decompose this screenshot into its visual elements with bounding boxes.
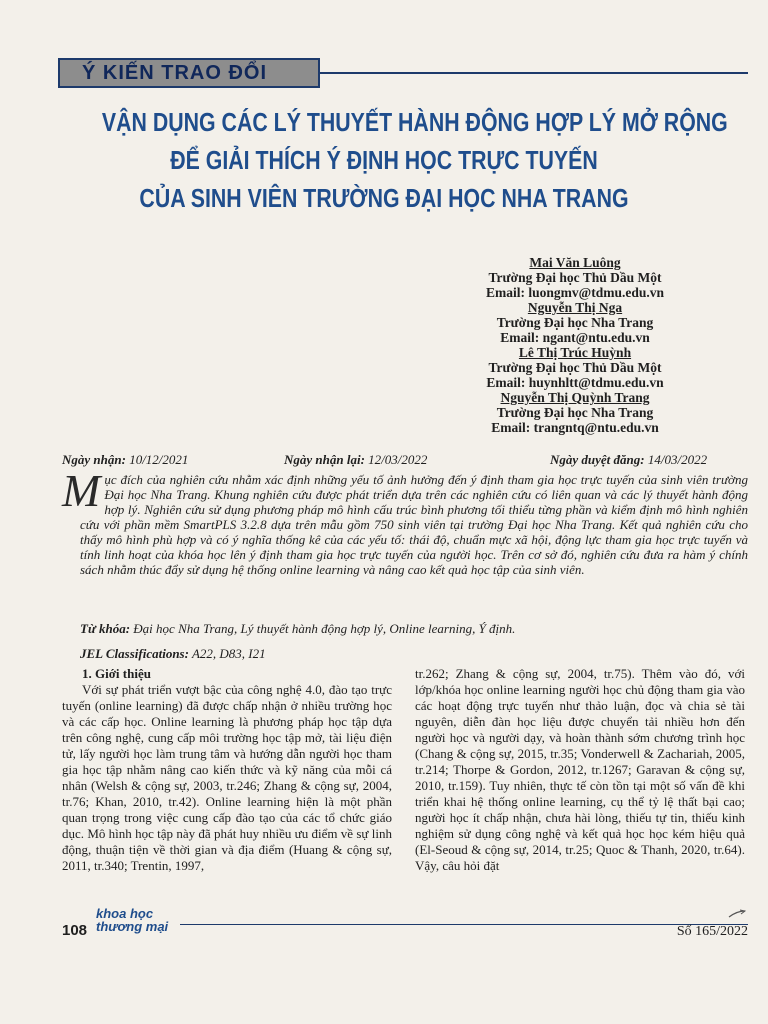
section-rule (320, 72, 748, 74)
author-name: Nguyễn Thị Quỳnh Trang (500, 390, 650, 405)
author-email[interactable]: Email: ngant@ntu.edu.vn (500, 330, 650, 345)
pen-icon (728, 909, 746, 919)
author-block (440, 255, 710, 435)
author-name: Nguyễn Thị Nga (527, 300, 623, 315)
author-affiliation: Trường Đại học Thủ Dầu Một (488, 270, 662, 285)
jel-classifications (80, 646, 266, 662)
abstract-dropcap: M (62, 465, 101, 516)
accepted-date: Ngày duyệt đăng: 14/03/2022 (550, 452, 708, 467)
body-column-right (415, 666, 745, 874)
author-name: Lê Thị Trúc Huỳnh (518, 345, 632, 360)
author-name: Mai Văn Luông (529, 255, 621, 270)
author-affiliation: Trường Đại học Thủ Dầu Một (488, 360, 662, 375)
journal-logo (96, 907, 168, 933)
keywords-label: Từ khóa: (80, 621, 131, 636)
paragraph: tr.262; Zhang & cộng sự, 2004, tr.75). Thêm vào đó, với lớp/khóa học online learning người học chủ động tham gia vào các hoạt động trực tuyến như thảo luận, đọc và chia sẻ tài nguyên, diễn đàn học liệu được chuyển tải nhiều hơn đến người học và người dạy, và hoàn thành sớm chương trình học (Chang & cộng sự, 2015, tr.35; Vonderwell & Zachariah, 2005, tr.214; Thorpe & Gordon, 2012, tr.1267; Garavan & cộng sự, 2010, tr.159). Tuy nhiên, thực tế còn tồn tại một số vấn đề khi triển khai hệ thống online learning, cụ thể tỷ lệ thất bại cao; người học ít chấp nhận, chưa hài lòng, thiếu tự tin, thiếu kinh nghiệm sử dụng công nghệ và kết quả học học kém hiệu quả (El-Seoud & cộng sự, 2014, tr.25; Quoc & Thanh, 2020, tr.64). Vậy, câu hỏi đặt (415, 666, 745, 873)
author-email[interactable]: Email: luongmv@tdmu.edu.vn (486, 285, 664, 300)
abstract-text: ục đích của nghiên cứu nhằm xác định những yếu tố ảnh hưởng đến ý định tham gia học trực tuyến của sinh viên trường Đại học Nha Trang. Khung nghiên cứu được phát triển dựa trên các nghiên cứu có liên quan và các lý thuyết hành động hợp lý. Nghiên cứu sử dụng phương pháp mô hình cấu trúc bình phương tối thiểu từng phần và kiểm định mô hình nghiên cứu với phần mềm SmartPLS 3.2.8 dựa trên mẫu gồm 750 sinh viên tại trường Đại học Nha Trang. Kết quả nghiên cứu cho thấy mô hình phù hợp và có ý nghĩa thống kê của các yếu tố: thái độ, chuẩn mực xã hội, động lực tham gia học trực tuyến và tính linh hoạt của khóa học lên ý định tham gia học trực tuyến của người học. Trên cơ sở đó, nghiên cứu đưa ra hàm ý chính sách nhằm thúc đẩy sử dụng hệ thống online learning và nâng cao kết quả học tập của sinh viên. (80, 472, 748, 577)
jel-codes: A22, D83, I21 (191, 646, 266, 661)
body-column-left (62, 666, 392, 874)
title-line-1: VẬN DỤNG CÁC LÝ THUYẾT HÀNH ĐỘNG HỢP LÝ MỞ RỘNG (101, 107, 728, 137)
section-label: Ý KIẾN TRAO ĐỔI (58, 58, 320, 88)
article-title (101, 103, 728, 217)
logo-line-1: khoa học (96, 906, 154, 921)
jel-label: JEL Classifications: (80, 646, 189, 661)
title-line-2: ĐỂ GIẢI THÍCH Ý ĐỊNH HỌC TRỰC TUYẾN (170, 145, 598, 175)
author-affiliation: Trường Đại học Nha Trang (496, 405, 654, 420)
section-header (58, 58, 748, 88)
section-heading: 1. Giới thiệu (82, 666, 151, 681)
revised-date: Ngày nhận lại: 12/03/2022 (284, 452, 428, 467)
page-number: 108 (62, 922, 88, 939)
author-email[interactable]: Email: huynhltt@tdmu.edu.vn (486, 375, 664, 390)
author-email[interactable]: Email: trangntq@ntu.edu.vn (491, 420, 659, 435)
paragraph: Với sự phát triển vượt bậc của công nghệ 4.0, đào tạo trực tuyến (online learning) đã được chấp nhận ở nhiều trường học và các cấp học. Online learning là phương pháp học tập dựa trên công nghệ, cung cấp môi trường học tập mở, tài liệu điện tử, lấy người học làm trung tâm và hướng dẫn người học tham gia học tập nhằm nâng cao kiến thức và kỹ năng của mỗi cá nhân (Welsh & cộng sự, 2003, tr.246; Zhang & cộng sự, 2004, tr.76; Khan, 2010, tr.42). Online learning hiện là một phần quan trọng trong việc cung cấp đào tạo của các tổ chức giáo dục. Mô hình học tập này đã phát huy nhiều ưu điểm về sự linh động, thuận tiện về thời gian và địa điểm (Huang & cộng sự, 2011, tr.340; Trentin, 1997, (62, 682, 392, 873)
footer-rule (180, 924, 748, 925)
logo-line-2: thương mại (96, 919, 169, 934)
keywords-text: Đại học Nha Trang, Lý thuyết hành động hợp lý, Online learning, Ý định. (133, 621, 516, 636)
abstract (62, 465, 748, 577)
keywords (80, 621, 748, 637)
title-line-3: CỦA SINH VIÊN TRƯỜNG ĐẠI HỌC NHA TRANG (139, 183, 629, 213)
author-affiliation: Trường Đại học Nha Trang (496, 315, 654, 330)
received-date: Ngày nhận: 10/12/2021 (62, 452, 189, 467)
issue-number: Số 165/2022 (676, 924, 748, 939)
